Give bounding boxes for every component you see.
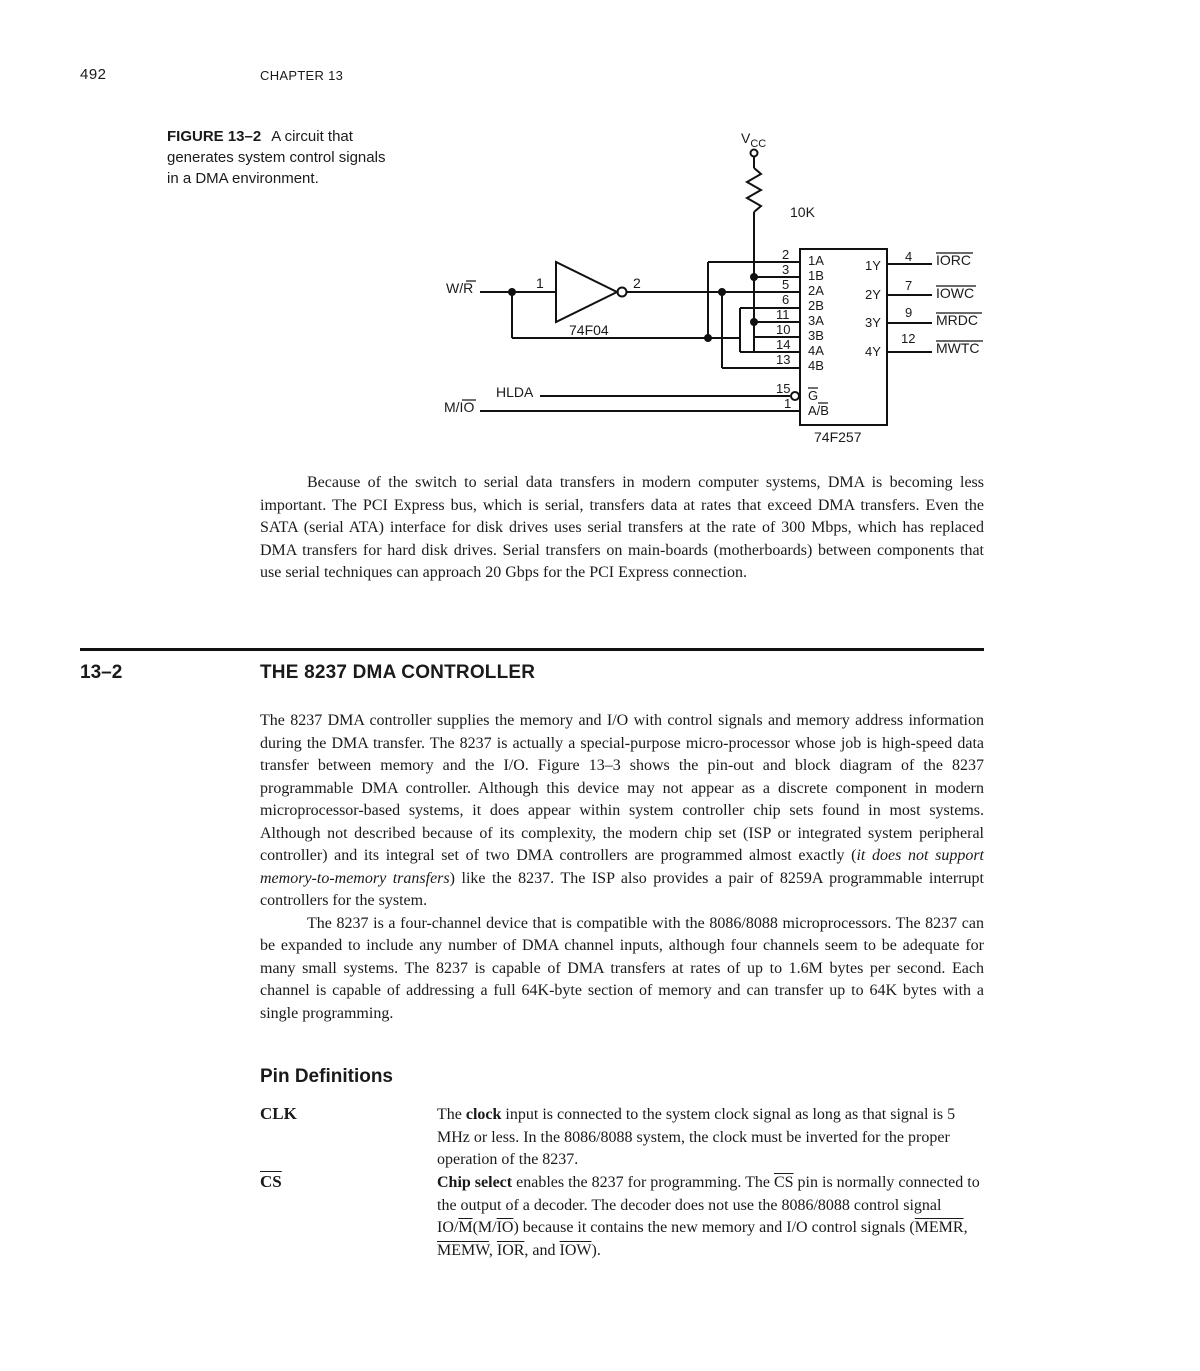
mux-output-pin: 12: [901, 331, 916, 346]
pin-name-cs: $\overline{CS}$: [260, 1172, 282, 1191]
mux-input-name: 3A: [808, 313, 824, 328]
resistor-label: 10K: [790, 204, 815, 220]
mux-pin: 6: [782, 292, 790, 307]
mux-label: 74F257: [814, 429, 862, 445]
mux-pin: 10: [776, 322, 791, 337]
mux-pin: 13: [776, 352, 791, 367]
section-title: THE 8237 DMA CONTROLLER: [260, 662, 536, 683]
vcc-terminal: [751, 150, 758, 157]
mux-output-pin: 7: [905, 278, 913, 293]
pin-name-clk: CLK: [260, 1104, 297, 1123]
signal-iowc: IOWC: [936, 285, 975, 301]
section-rule: [80, 648, 984, 651]
signal-mrdc: MRDC: [936, 312, 978, 328]
mux-pin-ab: 1: [784, 396, 792, 411]
mux-pin: 2: [782, 247, 790, 262]
mux-input-name: 1A: [808, 253, 824, 268]
mux-pin: 3: [782, 262, 790, 277]
inverter-pin-out: 2: [633, 275, 641, 291]
pin-definitions-title: Pin Definitions: [260, 1066, 393, 1087]
pin-clk: [260, 1104, 984, 1174]
mux-outputs: [865, 249, 980, 359]
inverter-pin-in: 1: [536, 275, 544, 291]
mux-output-name: 1Y: [865, 258, 881, 273]
body-italic: it does not support memory-to-memory transfers: [260, 847, 984, 887]
chapter-header: CHAPTER 13: [260, 68, 344, 83]
mux-input-name: 3B: [808, 328, 824, 343]
mux-output-name: 4Y: [865, 344, 881, 359]
signal-mwtc: MWTC: [936, 340, 980, 356]
mux-output-pin: 4: [905, 249, 913, 264]
figure-label: FIGURE 13–2: [167, 128, 262, 145]
mux-pin: 11: [776, 307, 790, 322]
circuit-diagram: [0, 0, 1200, 460]
mux-input-name: 1B: [808, 268, 824, 283]
mux-g-name: G: [808, 388, 819, 403]
mux-output-name: 3Y: [865, 315, 881, 330]
body-paragraph-1: The 8237 DMA controller supplies the memory and I/O with control signals and memory address information during the DMA transfer. The 8237 is actually a special-purpose micro-processor whose job is high-speed data transfer between memory and the I/O. Figure 13–3 shows the pin-out and block diagram of the 8237 programmable DMA controller. Although this device may not appear as a discrete component in modern microprocessor-based systems, it does appear within system controller chip sets found in most systems. Although not described because of its complexity, the modern chip set (ISP or integrated system peripheral controller) and its integral set of two DMA controllers are programmed almost exactly (it does not support memory-to-memory transfers) like the 8237. The ISP also provides a pair of 8259A programmable interrupt controllers for the system.: [260, 712, 985, 909]
inverter-74f04: [556, 262, 617, 322]
resistor-10k: [747, 168, 761, 212]
page-number: 492: [80, 66, 107, 83]
section-number: 13–2: [80, 662, 123, 683]
pin-desc-cs: Chip select enables the 8237 for programming. The $\overline{CS}$ pin is normally connected to the output of a decoder. The decoder does not use the 8086/8088 control signal $IO/\overline{M}(M/\overline{IO})$ because it contains the new memory and I/O control signals (MEMR, MEMW, $\overline{IOR}$, and $\overline{IOW}$).: [437, 1174, 980, 1259]
mux-output-pin: 9: [905, 305, 913, 320]
mux-input-name: 2B: [808, 298, 824, 313]
pin-cs: [260, 1172, 984, 1267]
mux-output-name: 2Y: [865, 287, 881, 302]
inverter-label: 74F04: [569, 322, 609, 338]
mux-input-names: [808, 253, 829, 418]
body-paragraph-2: The 8237 is a four-channel device that is compatible with the 8086/8088 microprocessors. The 8237 can be expanded to include any number of DMA channel inputs, although four channels seem to be adequate for many small systems. The 8237 is capable of DMA transfers at rates of up to 1.6M bytes per second. Each channel is capable of addressing a full 64K-byte section of memory and can transfer up to 64K bytes with a single programming.: [260, 914, 984, 1022]
mux-ab-name: A/B: [808, 403, 829, 418]
mux-pin: 14: [776, 337, 791, 352]
mux-pin: 5: [782, 277, 790, 292]
mux-input-name: 4B: [808, 358, 824, 373]
hlda-label: HLDA: [496, 384, 534, 400]
pin-desc-clk: The clock input is connected to the system clock signal as long as that signal is 5 MHz or less. In the 8086/8088 system, the clock must be inverted for the proper operation of the 8237.: [437, 1106, 956, 1168]
mux-pin-g: 15: [776, 381, 791, 396]
vcc-label: $V_{CC}$: [741, 130, 767, 150]
figure-caption-text: A circuit that generates system control signals in a DMA environment.: [167, 128, 386, 187]
mux-input-pins: [776, 247, 791, 411]
g-bubble: [791, 392, 799, 400]
signal-iorc: IORC: [936, 252, 971, 268]
mux-input-name: 4A: [808, 343, 824, 358]
intro-paragraph: Because of the switch to serial data transfers in modern computer systems, DMA is becoming less important. The PCI Express bus, which is serial, transfers data at rates that exceed DMA transfers. Even the SATA (serial ATA) interface for disk drives uses serial transfers at the rate of 300 Mbps, which has replaced DMA transfers for hard disk drives. Serial transfers on main-boards (motherboards) between components that use serial techniques can approach 20 Gbps for the PCI Express connection.: [260, 474, 984, 581]
wr-input-label: W/R: [446, 280, 474, 296]
mux-input-name: 2A: [808, 283, 824, 298]
mio-input-label: M/IO: [444, 399, 475, 415]
